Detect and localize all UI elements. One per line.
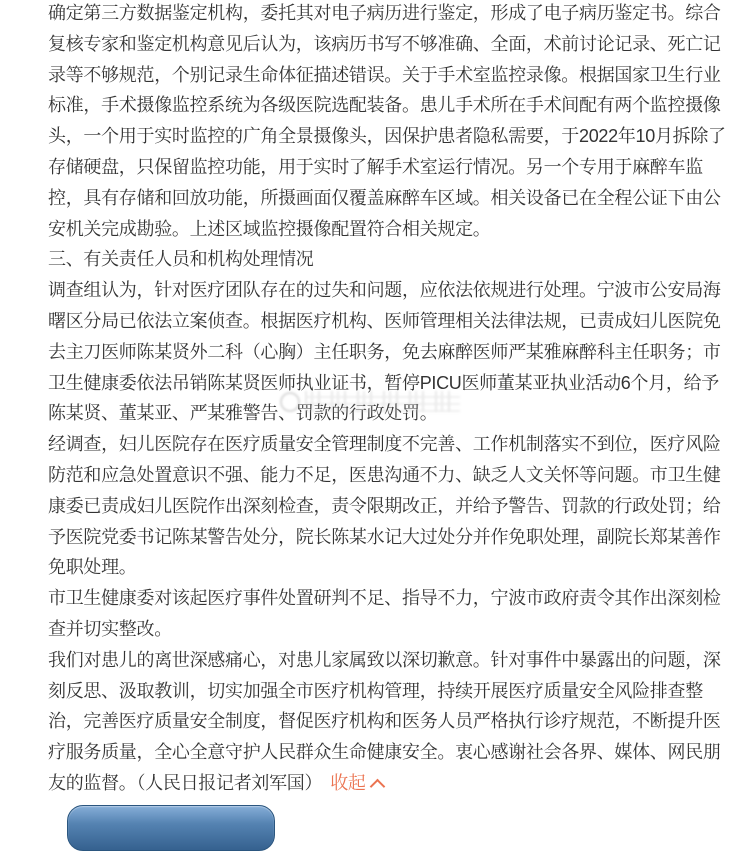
collapse-link[interactable]	[330, 768, 382, 799]
text-line: 存储硬盘，只保留监控功能，用于实时了解手术室运行情况。另一个专用于麻醉车监	[48, 156, 703, 177]
text-line: 经调查，妇儿医院存在医疗质量安全管理制度不完善、工作机制落实不到位，医疗风险	[48, 434, 721, 455]
text-line: 防范和应急处置意识不强、能力不足，医患沟通不力、缺乏人文关怀等问题。市卫生健	[48, 464, 721, 485]
text-line: 复核专家和鉴定机构意见后认为，该病历书写不够准确、全面，术前讨论记录、死亡记	[48, 33, 721, 54]
text-line: 友的监督。（人民日报记者刘军国） 收起	[48, 768, 732, 799]
text-line: 我们对患儿的离世深感痛心，对患儿家属致以深切歉意。针对事件中暴露出的问题，深	[48, 649, 721, 670]
text-line: 市卫生健康委对该起医疗事件处置研判不足、指导不力，宁波市政府责令其作出深刻检	[48, 588, 721, 609]
text-line: 调查组认为，针对医疗团队存在的过失和问题，应依法依规进行处理。宁波市公安局海	[48, 280, 721, 301]
text-line: 三、有关责任人员和机构处理情况	[48, 249, 314, 270]
text-line: 头，一个用于实时监控的广角全景摄像头，因保护患者隐私需要，于2022年10月拆除了	[48, 126, 726, 147]
text-line: 录等不够规范，个别记录生命体征描述错误。关于手术室监控录像。根据国家卫生行业	[48, 64, 721, 85]
text-line: 刻反思、汲取教训，切实加强全市医疗机构管理，持续开展医疗质量安全风险排查整	[48, 680, 703, 701]
text-line: 曙区分局已依法立案侦查。根据医疗机构、医师管理相关法律法规，已责成妇儿医院免	[48, 310, 721, 331]
text-line: 陈某贤、董某亚、严某雅警告、罚款的行政处罚。	[48, 403, 438, 424]
text-line: 安机关完成勘验。上述区域监控摄像配置符合相关规定。	[48, 218, 491, 239]
text-line: 康委已责成妇儿医院作出深刻检查，责令限期改正，并给予警告、罚款的行政处罚；给	[48, 495, 721, 516]
text-line: 治，完善医疗质量安全制度，督促医疗机构和医务人员严格执行诊疗规范，不断提升医	[48, 711, 721, 732]
text-line: 标准，手术摄像监控系统为各级医院选配装备。患儿手术所在手术间配有两个监控摄像	[48, 95, 721, 116]
chevron-up-icon	[369, 779, 385, 795]
text-line: 卫生健康委依法吊销陈某贤医师执业证书，暂停PICU医师董某亚执业活动6个月，给予	[48, 372, 720, 393]
text-line: 控，具有存储和回放功能，所摄画面仅覆盖麻醉车区域。相关设备已在全程公证下由公	[48, 187, 721, 208]
text-line: 疗服务质量，全心全意守护人民群众生命健康安全。衷心感谢社会各界、媒体、网民朋	[48, 742, 721, 763]
text-line: 去主刀医师陈某贤外二科（心胸）主任职务，免去麻醉医师严某雅麻醉科主任职务；市	[48, 341, 721, 362]
collapse-label: 收起	[330, 772, 366, 793]
post-text	[48, 0, 732, 799]
text-line: 确定第三方数据鉴定机构，委托其对电子病历进行鉴定，形成了电子病历鉴定书。综合	[48, 3, 721, 23]
bottom-blue-button[interactable]	[67, 805, 275, 851]
text-line: 免职处理。	[48, 557, 137, 578]
text-line: 查并切实整改。	[48, 618, 172, 639]
text-line: 予医院党委书记陈某警告处分，院长陈某水记大过处分并作免职处理，副院长郑某善作	[48, 526, 721, 547]
